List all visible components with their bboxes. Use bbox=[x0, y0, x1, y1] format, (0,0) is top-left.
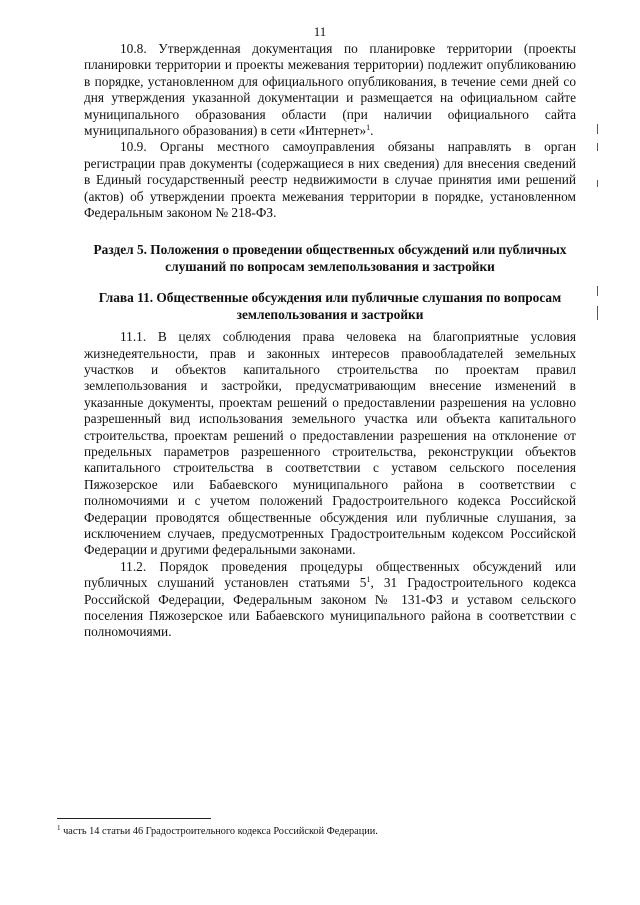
footnote bbox=[57, 825, 577, 838]
paragraph-11-2-start: 11.2. Порядок проведения процедуры общественных обсуждений или публичных слушаний установлен статьями 5 bbox=[84, 558, 576, 591]
scan-mark bbox=[597, 180, 598, 187]
paragraph-10-9: 10.9. Органы местного самоуправления обязаны направлять в орган регистрации прав документы (содержащиеся в них сведения) для внесения сведений в Единый государственный реестр недвижимости в случае принятия ими решений (актов) об утверждении проекта межевания территории в порядке, установленном Федеральным законом № 218-ФЗ. bbox=[84, 139, 576, 221]
scan-mark bbox=[597, 143, 598, 151]
scan-mark bbox=[597, 124, 598, 134]
footnote-text: часть 14 статьи 46 Градостроительного кодекса Российской Федерации. bbox=[60, 826, 378, 837]
article-superscript: 1 bbox=[366, 575, 371, 585]
paragraph-11-2-end: , 31 Градостроительного кодекса Российской Федерации, Федеральным законом № 131-ФЗ и уставом сельского поселения Пяжозерское или Бабаевского муниципального района в соответствии с полномочиями. bbox=[84, 575, 577, 640]
paragraph-10-8-text: 10.8. Утвержденная документация по планировке территории (проекты планировки территории и проекты межевания территории) подлежит опубликованию в порядке, установленном для официального опубликования, в течение семи дней со дня утверждения указанной документации и размещается на официальном сайте муниципального образования области (при наличии официального сайта муниципального образования) в сети «Интернет» bbox=[84, 41, 576, 139]
chapter-heading: Глава 11. Общественные обсуждения или публичные слушания по вопросам землепользования и застройки bbox=[98, 290, 562, 322]
document-body bbox=[84, 41, 576, 641]
footnote-marker: 1 bbox=[57, 824, 61, 832]
paragraph-11-2 bbox=[84, 559, 576, 641]
page-number: 11 bbox=[313, 24, 327, 39]
paragraph-10-8-end: . bbox=[370, 123, 374, 139]
paragraph-11-1: 11.1. В целях соблюдения права человека на благоприятные условия жизнедеятельности, прав и законных интересов правообладателей земельных участков и объектов капитального строительства по проектам правил землепользования и застройки, предусматривающим внесение изменений в указанные документы, проектам решений о предоставлении разрешения на условно разрешенный вид использования земельного участка или объекта капитального строительства, проектам решений о предоставлении разрешения на отклонение от предельных параметров разрешенного строительства, реконструкции объектов капитального строительства в соответствии с уставом сельского поселения Пяжозерское или Бабаевского муниципального района в соответствии с полномочиями и с учетом положений Градостроительного кодекса Российской Федерации проводятся общественные обсуждения или публичные слушания, за исключением случаев, предусмотренных Градостроительным кодексом Российской Федерации и другими федеральными законами. bbox=[84, 329, 576, 558]
paragraph-10-8 bbox=[84, 41, 576, 139]
footnote-reference[interactable]: 1 bbox=[366, 123, 371, 133]
footnote-divider bbox=[57, 818, 211, 819]
scan-mark bbox=[597, 306, 598, 320]
scan-mark bbox=[597, 286, 598, 296]
section-heading: Раздел 5. Положения о проведении общественных обсуждений или публичных слушаний по вопросам землепользования и застройки bbox=[93, 242, 567, 274]
